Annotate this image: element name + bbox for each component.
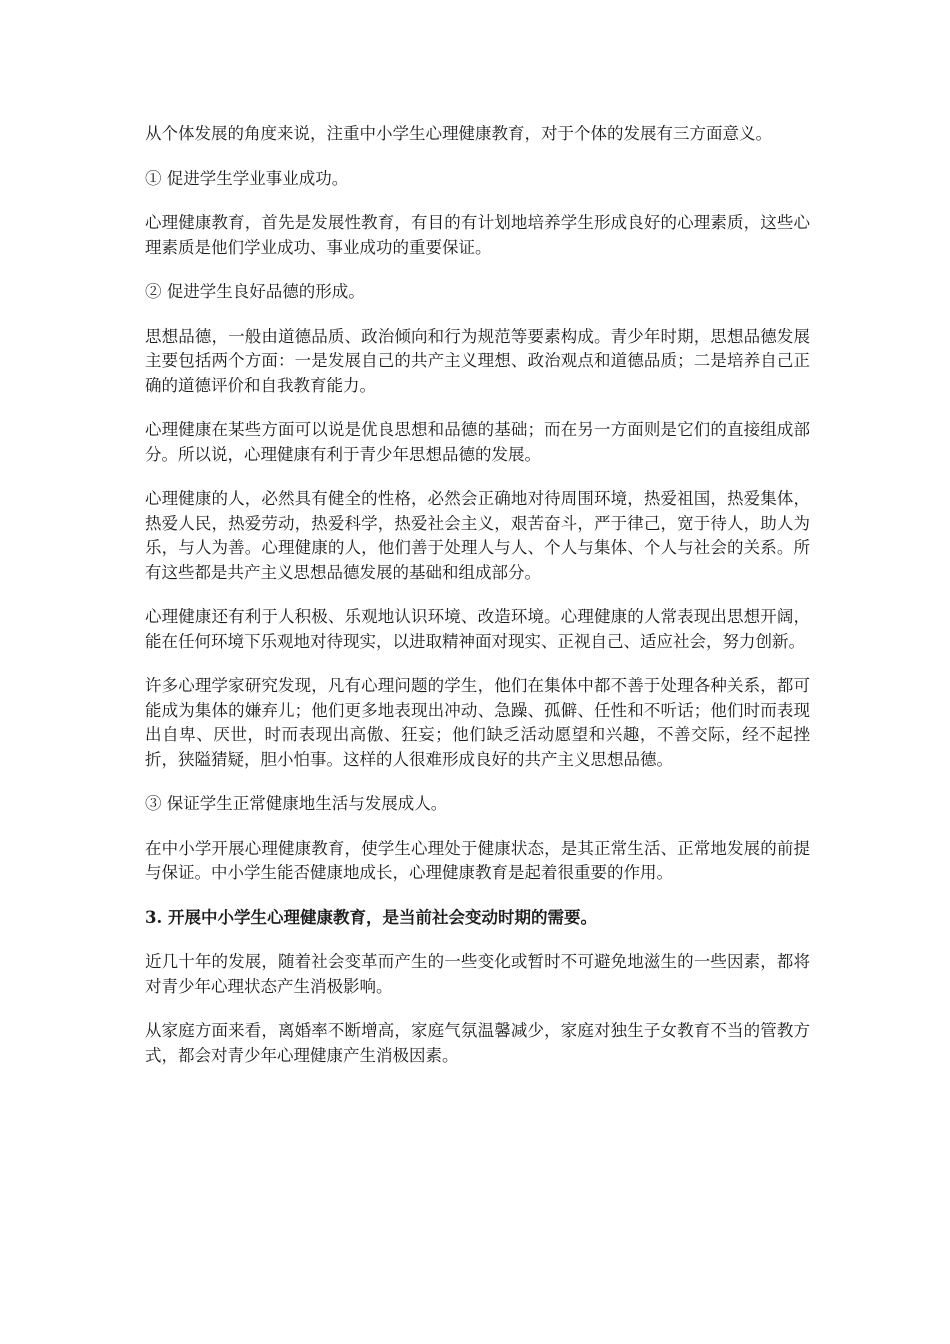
paragraph: 心理健康还有利于人积极、乐观地认识环境、改造环境。心理健康的人常表现出思想开阔，能在任何环境下乐观地对待现实，以进取精神面对现实、正视自己、适应社会，努力创新。 — [145, 607, 810, 651]
paragraph: 在中小学开展心理健康教育，使学生心理处于健康状态，是其正常生活、正常地发展的前提与保证。中小学生能否健康地成长，心理健康教育是起着很重要的作用。 — [145, 838, 810, 882]
paragraph: 从家庭方面来看，离婚率不断增高，家庭气氛温馨减少，家庭对独生子女教育不当的管教方式，都会对青少年心理健康产生消极因素。 — [145, 1021, 810, 1065]
document-body — [145, 122, 810, 1088]
list-item-3: ③ 保证学生正常健康地生活与发展成人。 — [145, 794, 448, 813]
paragraph: 近几十年的发展，随着社会变革而产生的一些变化或暂时不可避免地滋生的一些因素，都将对青少年心理状态产生消极影响。 — [145, 952, 810, 996]
paragraph: 心理健康在某些方面可以说是优良思想和品德的基础；而在另一方面则是它们的直接组成部分。所以说，心理健康有利于青少年思想品德的发展。 — [145, 420, 810, 464]
list-item-1: ① 促进学生学业事业成功。 — [145, 168, 349, 188]
paragraph: 心理健康教育，首先是发展性教育，有目的有计划地培养学生形成良好的心理素质，这些心理素质是他们学业成功、事业成功的重要保证。 — [145, 213, 810, 257]
list-item-2: ② 促进学生良好品德的形成。 — [145, 282, 365, 301]
paragraph: 许多心理学家研究发现，凡有心理问题的学生，他们在集体中都不善于处理各种关系，都可能成为集体的嫌弃儿；他们更多地表现出冲动、急躁、孤僻、任性和不听话；他们时而表现出自卑、厌世，时而表现出高傲、狂妄；他们缺乏活动愿望和兴趣，不善交际，经不起挫折，狭隘猜疑，胆小怕事。这样的人很难形成良好的共产主义思想品德。 — [145, 676, 810, 769]
paragraph-intro: 从个体发展的角度来说，注重中小学生心理健康教育，对于个体的发展有三方面意义。 — [145, 124, 772, 143]
paragraph: 心理健康的人，必然具有健全的性格，必然会正确地对待周围环境，热爱祖国，热爱集体，热爱人民，热爱劳动，热爱科学，热爱社会主义，艰苦奋斗，严于律己，宽于待人，助人为乐，与人为善。心理健康的人，他们善于处理人与人、个人与集体、个人与社会的关系。所有这些都是共产主义思想品德发展的基础和组成部分。 — [145, 489, 810, 582]
section-heading: 3. 开展中小学生心理健康教育，是当前社会变动时期的需要。 — [145, 907, 597, 927]
paragraph: 思想品德，一般由道德品质、政治倾向和行为规范等要素构成。青少年时期，思想品德发展主要包括两个方面：一是发展自己的共产主义理想、政治观点和道德品质；二是培养自己正确的道德评价和自我教育能力。 — [145, 326, 810, 395]
